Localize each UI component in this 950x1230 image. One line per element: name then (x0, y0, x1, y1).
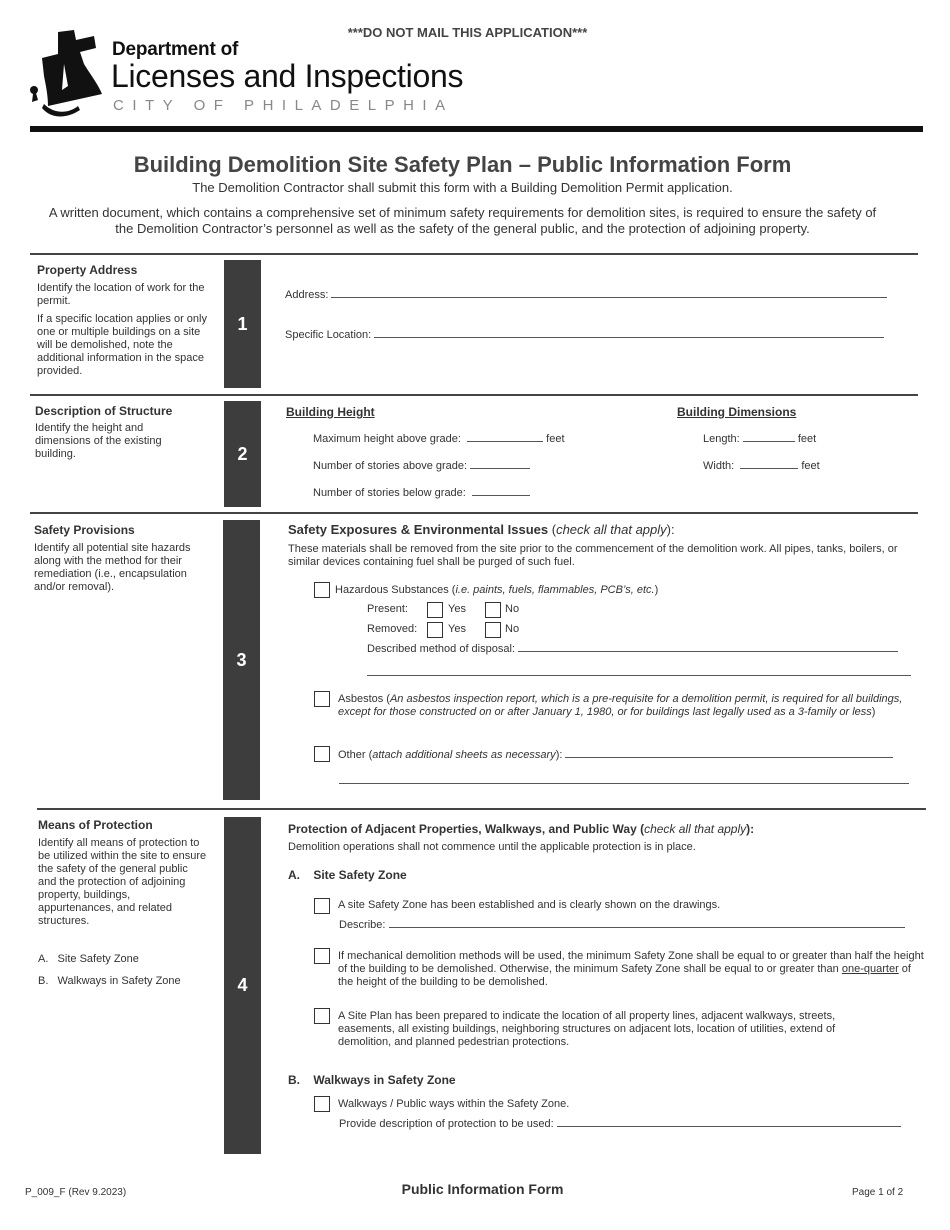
exposures-heading: Safety Exposures & Environmental Issues (check all that apply): (288, 522, 675, 537)
footer-title: Public Information Form (401, 1181, 564, 1197)
width-label: Width: (703, 460, 735, 472)
protection-intro: Demolition operations shall not commence until the applicable protection is in place. (288, 841, 696, 853)
exposures-heading-text: Safety Exposures & Environmental Issues (288, 522, 549, 537)
asbestos-label-text: Asbestos ( (338, 693, 390, 705)
stories-below-input-line[interactable] (472, 486, 530, 496)
section3-heading: Safety Provisions (34, 523, 135, 537)
section2-number-bar (224, 401, 261, 507)
specific-location-field[interactable] (285, 328, 884, 341)
describe-label: Describe: (339, 919, 386, 931)
protection-note: check all that apply (644, 822, 747, 836)
section2-heading: Description of Structure (35, 404, 173, 418)
hazardous-label-text: Hazardous Substances ( (335, 584, 456, 596)
form-code: P_009_F (Rev 9.2023) (25, 1187, 127, 1198)
section1-number-bar (224, 260, 261, 388)
present-yes-label: Yes (448, 603, 466, 615)
disposal-label: Described method of disposal: (367, 643, 515, 655)
mechanical-text-a: If mechanical demolition methods will be used, the minimum Safety Zone shall be equal to or greater than half the height of the building to be demolished. Otherwise, the minimum Safety Zone shall be equal to or greater than (338, 950, 924, 975)
licenses-and-inspections-text: Licenses and Inspections (111, 58, 464, 94)
section4-desc: Identify all means of protection to be utilized within the site to ensure the safety of the general public and the protection of adjoining property, buildings, appurtenances, and related structures. (38, 837, 207, 927)
section2-desc: Identify the height and dimensions of the existing building. (35, 422, 162, 460)
length-unit: feet (797, 433, 817, 445)
one-quarter-text: one-quarter (841, 963, 899, 975)
hazardous-substances-label: Hazardous Substances (i.e. paints, fuels, flammables, PCB’s, etc.) (335, 584, 659, 596)
section-divider (30, 512, 918, 514)
section1-desc1: Identify the location of work for the permit. (37, 282, 205, 307)
mechanical-demolition-checkbox[interactable] (314, 948, 330, 964)
header-divider (30, 126, 923, 132)
max-height-input-line[interactable] (467, 432, 543, 442)
section2-number: 2 (237, 443, 248, 464)
length-input-line[interactable] (743, 432, 795, 442)
removed-no-checkbox[interactable] (485, 622, 501, 638)
stories-above-input-line[interactable] (470, 459, 530, 469)
present-yes-checkbox[interactable] (427, 602, 443, 618)
page-number: Page 1 of 2 (852, 1187, 904, 1198)
other-field-2[interactable] (339, 774, 909, 787)
asbestos-label: Asbestos (An asbestos inspection report, which is a pre-requisite for a demolition permit, is required for all buildings, except for those constructed on or after January 1, 1980, or for buildings last legally used as a 3-family or less) (338, 693, 903, 718)
describe-input-line[interactable] (389, 918, 905, 928)
section1-heading: Property Address (37, 263, 138, 277)
section4-number-bar (224, 817, 261, 1154)
disposal-field-2[interactable] (367, 666, 911, 679)
other-field[interactable]: Other (attach additional sheets as necessary): (338, 748, 893, 761)
length-field[interactable] (703, 432, 816, 445)
building-height-heading: Building Height (286, 405, 375, 419)
zone-established-label: A site Safety Zone has been established and is clearly shown on the drawings. (338, 899, 721, 911)
protection-heading-text: Protection of Adjacent Properties, Walkways, and Public Way ( (288, 822, 645, 836)
walkways-label: Walkways / Public ways within the Safety Zone. (338, 1098, 570, 1110)
site-plan-label: A Site Plan has been prepared to indicate the location of all property lines, adjacent walkways, streets, easements, all existing buildings, neighboring structures on adjacent lots, location of utilities, extend of demolition, and planned pedestrian protections. (338, 1010, 836, 1048)
other-note: attach additional sheets as necessary (372, 749, 556, 761)
address-input-line[interactable] (331, 288, 887, 298)
walkways-description-field[interactable] (339, 1117, 901, 1130)
section3-number: 3 (236, 649, 247, 670)
page-subtitle: The Demolition Contractor shall submit this form with a Building Demolition Permit application. (192, 180, 733, 195)
disposal-field[interactable] (367, 642, 898, 655)
disposal-input-line[interactable] (518, 642, 898, 652)
removed-no-label: No (505, 623, 520, 635)
section4-list-a: A. Site Safety Zone (38, 953, 139, 965)
max-height-label: Maximum height above grade: (313, 433, 461, 445)
present-no-checkbox[interactable] (485, 602, 501, 618)
other-checkbox[interactable] (314, 746, 330, 762)
section1-number: 1 (237, 313, 248, 334)
building-dimensions-heading: Building Dimensions (677, 405, 797, 419)
stories-above-label: Number of stories above grade: (313, 460, 468, 472)
width-unit: feet (801, 460, 820, 472)
stories-above-field[interactable] (313, 459, 530, 472)
section-divider (30, 394, 918, 396)
walkways-description-label: Provide description of protection to be used: (339, 1118, 554, 1130)
length-label: Length: (703, 433, 740, 445)
width-field[interactable] (703, 459, 820, 472)
section-divider (37, 808, 926, 810)
max-height-field[interactable] (313, 432, 565, 445)
mechanical-text-b: of the height of the building to be demolished. (338, 963, 911, 988)
mechanical-demolition-label (338, 950, 928, 989)
section-divider (30, 253, 918, 255)
stories-below-field[interactable] (313, 486, 530, 499)
protection-heading: Protection of Adjacent Properties, Walkways, and Public Way (check all that apply): (288, 822, 755, 836)
specific-location-label: Specific Location: (285, 329, 372, 341)
walkways-checkbox[interactable] (314, 1096, 330, 1112)
section1-desc2: If a specific location applies or only one or multiple buildings on a site will be demolished, note the additional information in the space provided. (37, 313, 207, 377)
exposures-note: check all that apply (556, 522, 667, 537)
zone-established-checkbox[interactable] (314, 898, 330, 914)
walkways-description-input-line[interactable] (557, 1117, 901, 1127)
asbestos-note: An asbestos inspection report, which is a pre-requisite for a demolition permit, is required for all buildings, except for those constructed on or after January 1, 1980, or for buildings last legally used as a 3-family or less (338, 693, 903, 718)
specific-location-input-line[interactable] (374, 328, 884, 338)
asbestos-checkbox[interactable] (314, 691, 330, 707)
other-input-line-2[interactable] (339, 774, 909, 784)
city-of-philadelphia-text: CITY OF PHILADELPHIA (113, 97, 454, 114)
describe-field[interactable] (339, 918, 905, 931)
address-label: Address: (285, 289, 329, 301)
section4-number: 4 (237, 975, 248, 995)
section4-heading: Means of Protection (38, 818, 153, 832)
other-input-line[interactable] (565, 748, 893, 758)
present-label: Present: (367, 603, 408, 615)
exposures-intro: These materials shall be removed from the site prior to the commencement of the demolition work. All pipes, tanks, boilers, or similar devices containing fuel shall be purged of such fuel. (288, 543, 898, 568)
site-plan-checkbox[interactable] (314, 1008, 330, 1024)
department-of-text: Department of (112, 39, 239, 60)
site-safety-zone-heading: A. Site Safety Zone (288, 868, 407, 882)
removed-yes-label: Yes (448, 623, 466, 635)
section4-list-b: B. Walkways in Safety Zone (38, 975, 181, 987)
hazardous-substances-checkbox[interactable] (314, 582, 330, 598)
other-label: Other ( (338, 749, 373, 761)
max-height-unit: feet (546, 433, 565, 445)
removed-label: Removed: (367, 623, 418, 635)
section3-number-bar (223, 520, 260, 800)
address-field[interactable] (285, 288, 887, 301)
intro-paragraph: A written document, which contains a comprehensive set of minimum safety requirements for demolition sites, is required to ensure the safety of the Demolition Contractor’s personnel as well as the safety of the general public, and the protection of adjoining property. (48, 205, 877, 236)
do-not-mail-notice: ***DO NOT MAIL THIS APPLICATION*** (347, 25, 588, 40)
stories-below-label: Number of stories below grade: (313, 487, 466, 499)
width-input-line[interactable] (740, 459, 798, 469)
page-title: Building Demolition Site Safety Plan – Public Information Form (133, 152, 792, 177)
removed-yes-checkbox[interactable] (427, 622, 443, 638)
hazardous-note: i.e. paints, fuels, flammables, PCB’s, etc. (455, 584, 655, 596)
walkways-heading: B. Walkways in Safety Zone (288, 1073, 456, 1087)
present-no-label: No (505, 603, 520, 615)
liberty-bell-icon (28, 28, 108, 120)
section3-desc: Identify all potential site hazards along with the method for their remediation (i.e., encapsulation and/or removal). (34, 542, 191, 593)
disposal-input-line-2[interactable] (367, 666, 911, 676)
